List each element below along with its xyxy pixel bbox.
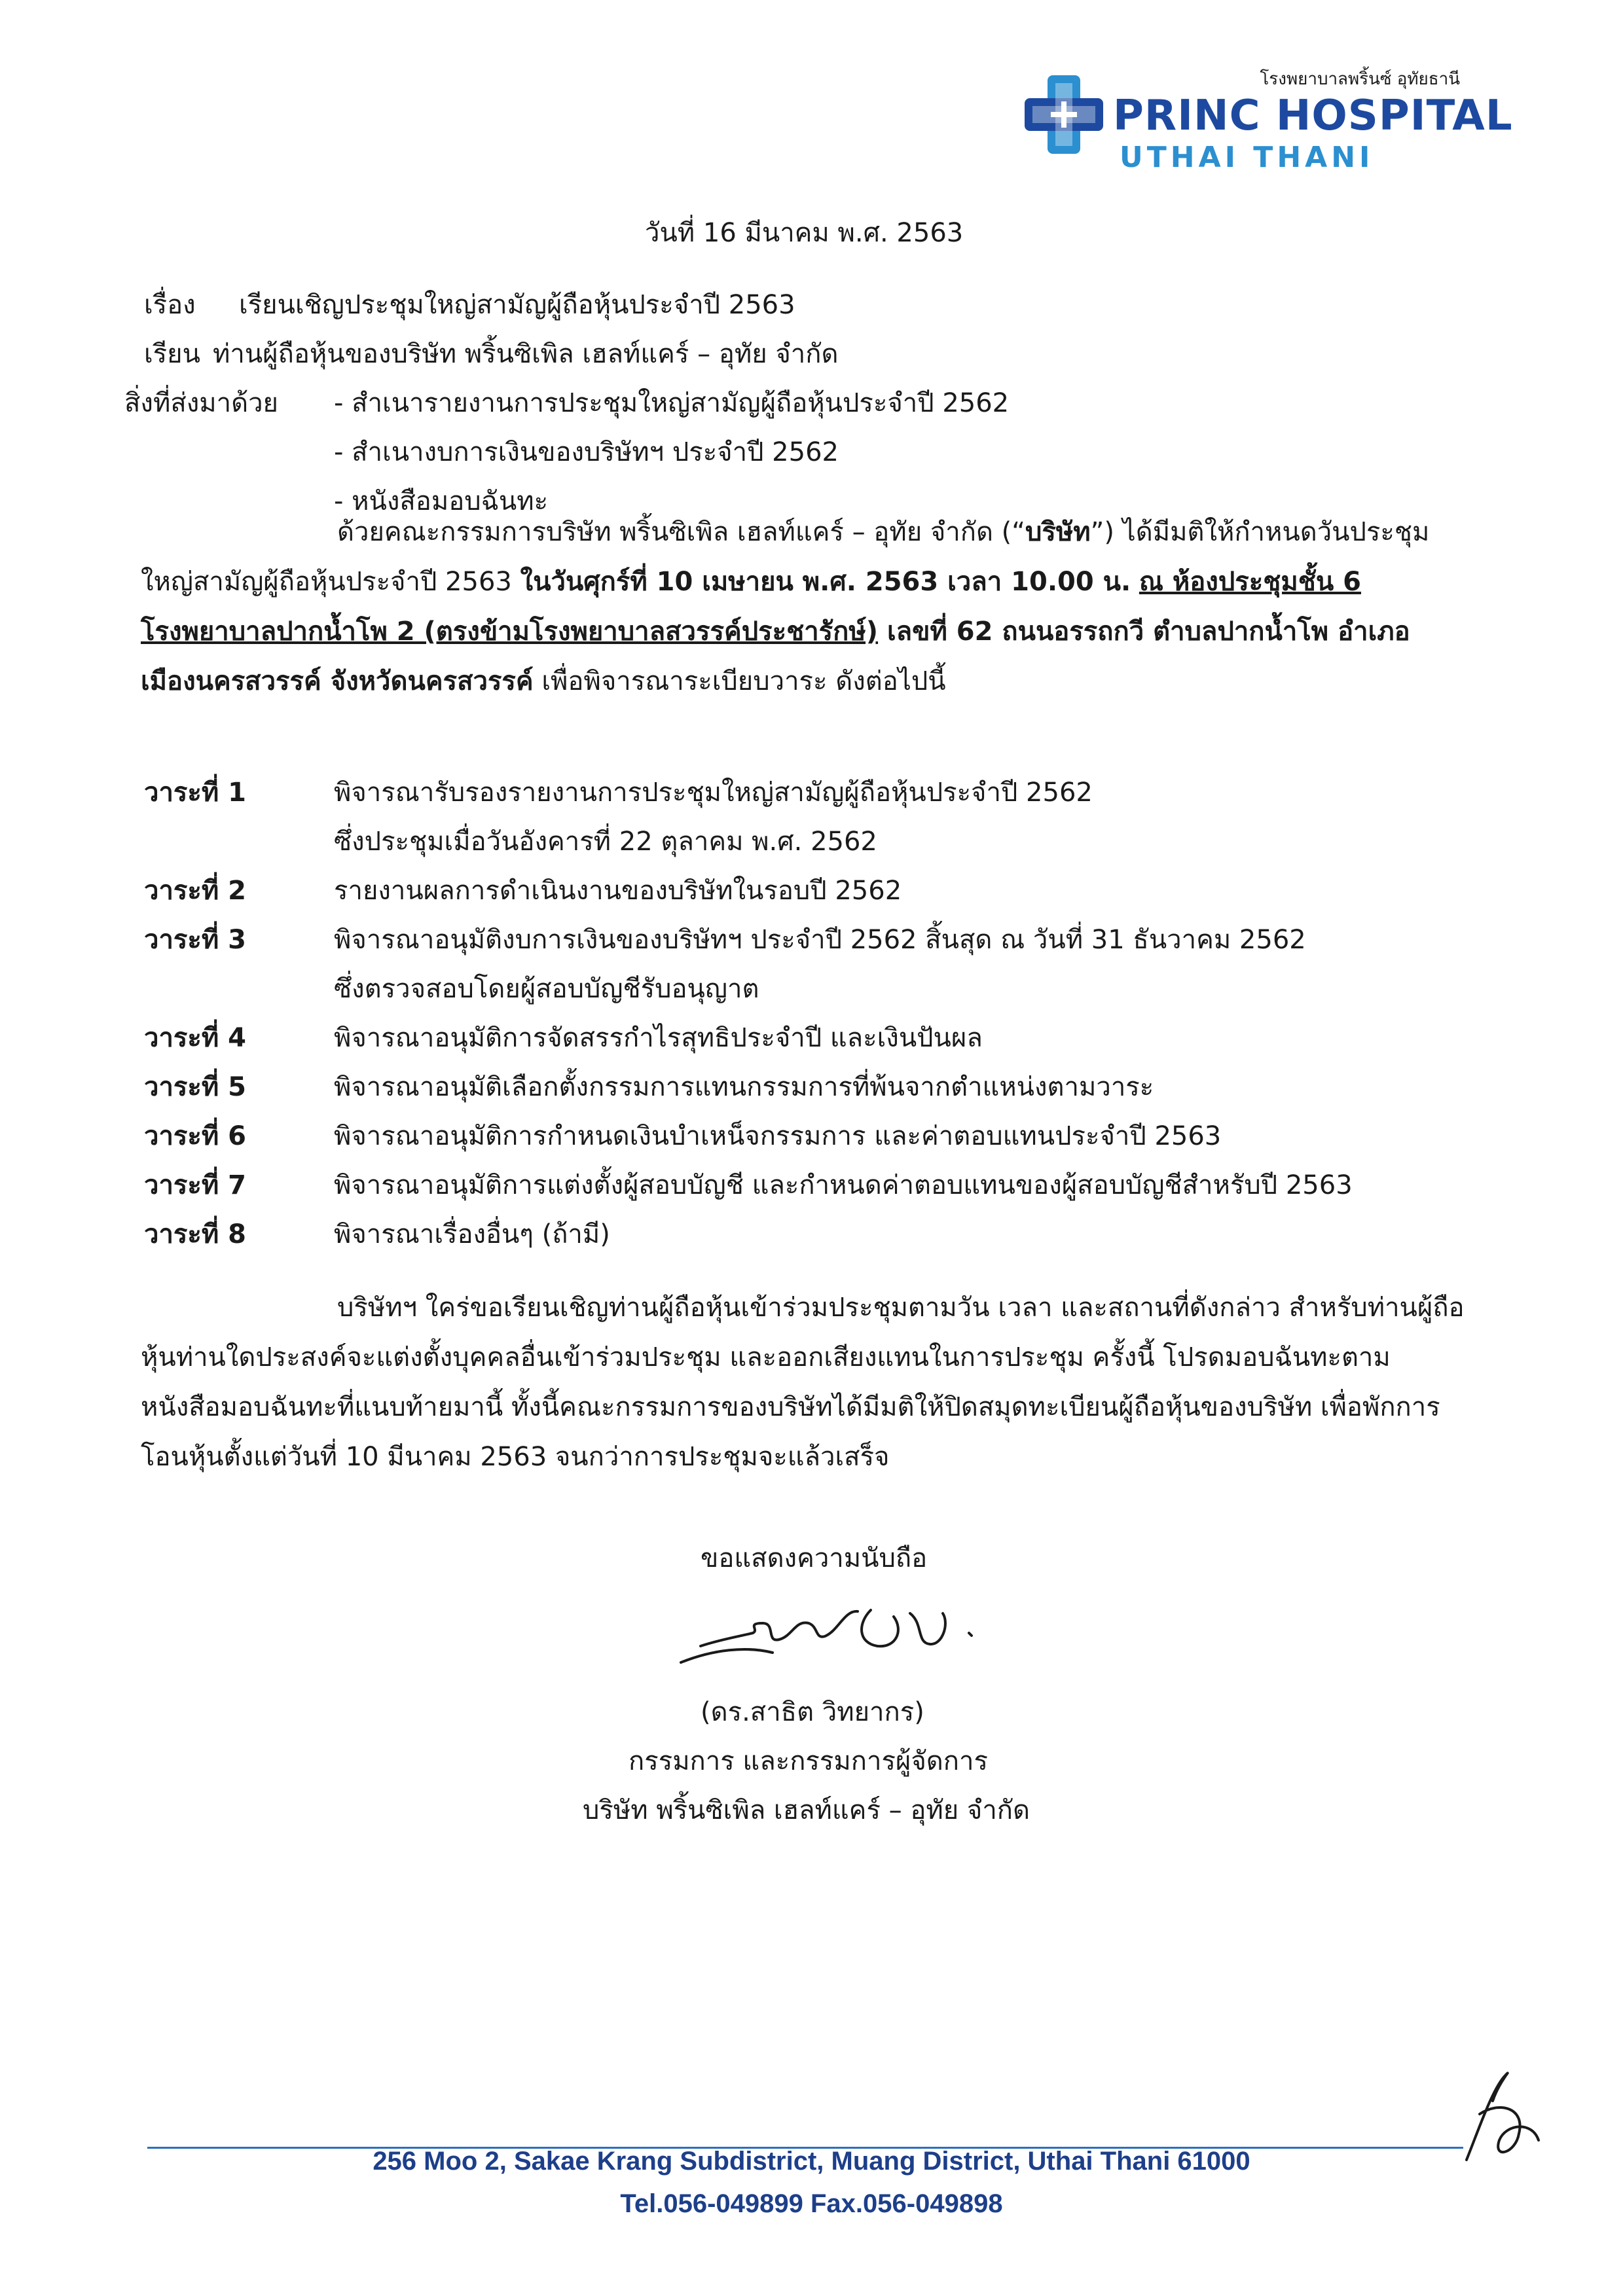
intro-line: ใหญ่สามัญผู้ถือหุ้นประจำปี 2563 ในวันศุกร์ที่ 10 เมษายน พ.ศ. 2563 เวลา 10.00 น. ณ ห้องประชุมชั้น 6: [141, 567, 1361, 597]
agenda-list: [144, 776, 1480, 1266]
intro-line: ด้วยคณะกรรมการบริษัท พริ้นซิเพิล เฮลท์แคร์ – อุทัย จำกัด (“บริษัท”) ได้มีมติให้กำหนดวันประชุม: [337, 517, 1430, 547]
agenda-text: พิจารณารับรองรายงานการประชุมใหญ่สามัญผู้ถือหุ้นประจำปี 2562: [334, 778, 1093, 808]
footer-contact: Tel.056-049899 Fax.056-049898: [620, 2189, 1003, 2218]
agenda-text: พิจารณาอนุมัติการแต่งตั้งผู้สอบบัญชี และกำหนดค่าตอบแทนของผู้สอบบัญชีสำหรับปี 2563: [334, 1170, 1353, 1200]
agenda-text: ซึ่งประชุมเมื่อวันอังคารที่ 22 ตุลาคม พ.ศ. 2562: [334, 827, 877, 857]
subject-label: เรื่อง: [144, 290, 196, 320]
agenda-text: พิจารณาอนุมัติเลือกตั้งกรรมการแทนกรรมการที่พ้นจากตำแหน่งตามวาระ: [334, 1072, 1154, 1102]
agenda-label: วาระที่ 6: [144, 1121, 247, 1151]
agenda-text: รายงานผลการดำเนินงานของบริษัทในรอบปี 2562: [334, 876, 902, 906]
agenda-text: ซึ่งตรวจสอบโดยผู้สอบบัญชีรับอนุญาต: [334, 974, 759, 1004]
enclosure-item: - หนังสือมอบฉันทะ: [334, 486, 549, 516]
invitation-paragraph: [141, 1283, 1470, 1482]
enclosure-label: สิ่งที่ส่งมาด้วย: [124, 388, 278, 418]
agenda-label: วาระที่ 7: [144, 1170, 247, 1200]
subject-value: เรียนเชิญประชุมใหญ่สามัญผู้ถือหุ้นประจำปี 2563: [239, 290, 795, 320]
logo-thai-name: โรงพยาบาลพริ้นซ์ อุทัยธานี: [1260, 69, 1460, 89]
medical-cross-icon: [1021, 72, 1106, 157]
agenda-item: [144, 1070, 1480, 1119]
agenda-item: [144, 1021, 1480, 1070]
agenda-item: [144, 1168, 1480, 1217]
agenda-item: [144, 923, 1480, 1021]
enclosure-item: - สำเนารายงานการประชุมใหญ่สามัญผู้ถือหุ้นประจำปี 2562: [334, 388, 1010, 418]
agenda-label: วาระที่ 5: [144, 1072, 247, 1102]
closing-text: ขอแสดงความนับถือ: [701, 1543, 928, 1573]
agenda-item: [144, 776, 1480, 874]
logo-city-name: UTHAI THANI: [1120, 141, 1374, 174]
invitation-line: หนังสือมอบฉันทะที่แนบท้ายมานี้ ทั้งนี้คณะกรรมการของบริษัทได้มีมติให้ปิดสมุดทะเบียนผู้ถือหุ้นของบริษัท เพื่อพักการ: [141, 1392, 1440, 1422]
footer-address: 256 Moo 2, Sakae Krang Subdistrict, Muang District, Uthai Thani 61000: [373, 2147, 1250, 2176]
agenda-text: พิจารณาอนุมัติการจัดสรรกำไรสุทธิประจำปี และเงินปันผล: [334, 1023, 983, 1053]
agenda-label: วาระที่ 1: [144, 778, 247, 808]
signer-company: บริษัท พริ้นซิเพิล เฮลท์แคร์ – อุทัย จำกัด: [583, 1795, 1030, 1825]
agenda-label: วาระที่ 8: [144, 1219, 247, 1249]
intro-paragraph: [141, 507, 1470, 706]
invitation-line: หุ้นท่านใดประสงค์จะแต่งตั้งบุคคลอื่นเข้าร่วมประชุม และออกเสียงแทนในการประชุม ครั้งนี้ โปรดมอบฉันทะตาม: [141, 1342, 1391, 1372]
hospital-logo: [1021, 65, 1513, 183]
agenda-text: พิจารณาอนุมัติงบการเงินของบริษัทฯ ประจำปี 2562 สิ้นสุด ณ วันที่ 31 ธันวาคม 2562: [334, 925, 1306, 955]
signer-name: (ดร.สาธิต วิทยากร): [701, 1697, 924, 1727]
invitation-line: โอนหุ้นตั้งแต่วันที่ 10 มีนาคม 2563 จนกว่าการประชุมจะแล้วเสร็จ: [141, 1442, 890, 1472]
enclosure-item: - สำเนางบการเงินของบริษัทฯ ประจำปี 2562: [334, 437, 839, 467]
intro-line: เมืองนครสวรรค์ จังหวัดนครสวรรค์ เพื่อพิจารณาระเบียบวาระ ดังต่อไปนี้: [141, 666, 946, 696]
agenda-label: วาระที่ 3: [144, 925, 247, 955]
recipient-value: ท่านผู้ถือหุ้นของบริษัท พริ้นซิเพิล เฮลท์แคร์ – อุทัย จำกัด: [213, 339, 839, 369]
signer-title: กรรมการ และกรรมการผู้จัดการ: [629, 1746, 988, 1776]
letter-date: วันที่ 16 มีนาคม พ.ศ. 2563: [645, 218, 964, 248]
agenda-item: [144, 1217, 1480, 1266]
agenda-label: วาระที่ 2: [144, 876, 247, 906]
agenda-text: พิจารณาเรื่องอื่นๆ (ถ้ามี): [334, 1219, 610, 1249]
intro-line: โรงพยาบาลปากน้ำโพ 2 (ตรงข้ามโรงพยาบาลสวรรค์ประชารักษ์) เลขที่ 62 ถนนอรรถกวี ตำบลปากน้ำโพ อำเภอ: [141, 617, 1410, 647]
logo-hospital-name: PRINC HOSPITAL: [1113, 92, 1513, 140]
handwritten-signature: [661, 1584, 1002, 1682]
recipient-label: เรียน: [144, 339, 200, 369]
agenda-item: [144, 874, 1480, 923]
agenda-text: พิจารณาอนุมัติการกำหนดเงินบำเหน็จกรรมการ และค่าตอบแทนประจำปี 2563: [334, 1121, 1222, 1151]
agenda-label: วาระที่ 4: [144, 1023, 247, 1053]
invitation-line: บริษัทฯ ใคร่ขอเรียนเชิญท่านผู้ถือหุ้นเข้าร่วมประชุมตามวัน เวลา และสถานที่ดังกล่าว สำหรับท่านผู้ถือ: [337, 1293, 1465, 1323]
agenda-item: [144, 1119, 1480, 1168]
